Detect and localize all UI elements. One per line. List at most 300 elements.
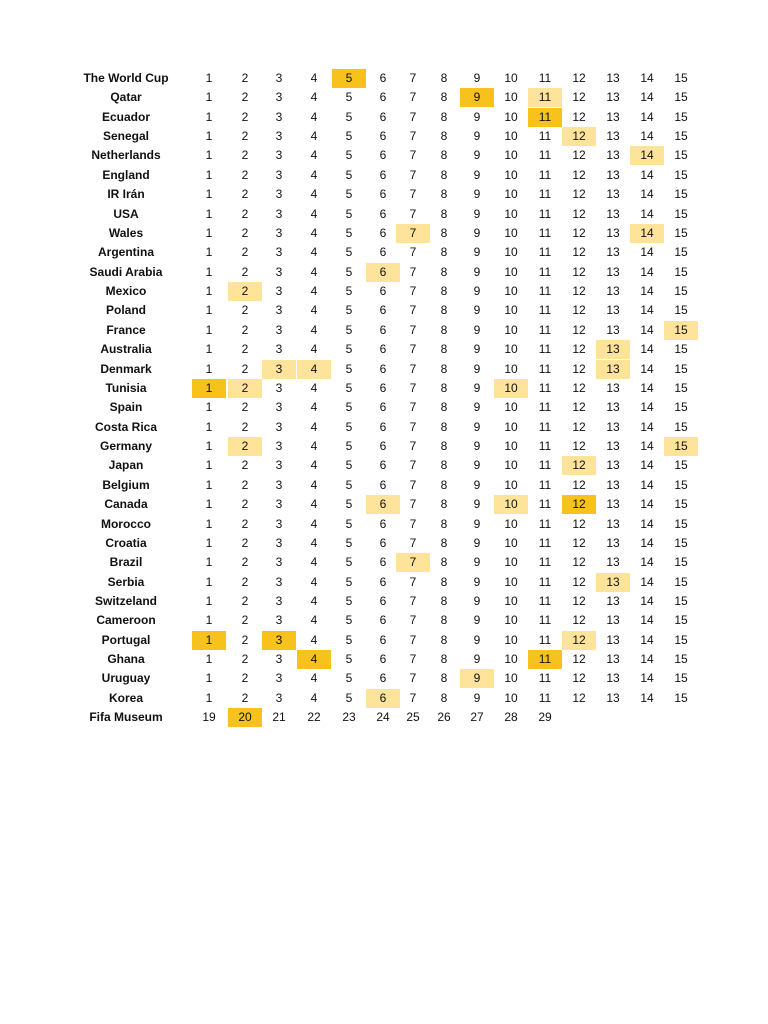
table-cell: 11 [538, 671, 552, 686]
table-cell: 12 [572, 264, 586, 279]
table-cell: 10 [504, 284, 518, 299]
table-cell: 4 [310, 671, 318, 686]
table-cell: 15 [674, 342, 688, 357]
table-cell: 3 [275, 516, 283, 531]
table-cell: 4 [310, 225, 318, 240]
highlighted-cell: 13 [596, 360, 630, 379]
table-cell: 10 [504, 148, 518, 163]
table-cell: 14 [640, 245, 654, 260]
table-cell: 10 [504, 652, 518, 667]
table-cell: 14 [640, 361, 654, 376]
table-cell: 2 [241, 71, 249, 85]
table-cell: 1 [205, 148, 213, 163]
table-cell: 11 [538, 574, 552, 589]
table-cell: 15 [674, 652, 688, 667]
table-cell: 11 [538, 400, 552, 415]
table-cell: 8 [440, 129, 448, 144]
table-cell: 9 [473, 187, 481, 202]
table-cell: 8 [440, 613, 448, 628]
table-cell: 6 [379, 439, 387, 454]
table-cell: 4 [310, 419, 318, 434]
table-cell: 4 [310, 109, 318, 124]
table-cell: 2 [241, 148, 249, 163]
table-cell: 10 [504, 477, 518, 492]
table-cell: 15 [674, 555, 688, 570]
table-cell: 13 [606, 322, 620, 337]
table-cell: 2 [241, 225, 249, 240]
table-cell: 15 [674, 303, 688, 318]
table-cell: 10 [504, 400, 518, 415]
table-cell: 14 [640, 574, 654, 589]
table-cell: 1 [205, 167, 213, 182]
table-cell: 1 [205, 535, 213, 550]
table-cell: 10 [504, 574, 518, 589]
table-cell: 6 [379, 187, 387, 202]
table-cell: 15 [674, 245, 688, 260]
table-cell: 6 [379, 380, 387, 395]
table-cell: 2 [241, 458, 249, 473]
table-cell: 12 [572, 303, 586, 318]
table-cell: 5 [345, 303, 353, 318]
table-row [0, 243, 768, 262]
table-cell: 11 [538, 458, 552, 473]
table-cell: 4 [310, 187, 318, 202]
table-cell: 11 [538, 303, 552, 318]
highlighted-cell: 11 [528, 108, 562, 127]
table-cell: 13 [606, 380, 620, 395]
table-cell: 12 [572, 322, 586, 337]
table-cell: 1 [205, 225, 213, 240]
highlighted-cell: 2 [228, 282, 262, 301]
table-row [0, 340, 768, 359]
table-cell: 14 [640, 303, 654, 318]
table-cell: 4 [310, 342, 318, 357]
row-label: England [102, 167, 150, 182]
table-cell: 7 [409, 671, 417, 686]
table-cell: 1 [205, 613, 213, 628]
table-cell: 12 [572, 516, 586, 531]
table-cell: 15 [674, 187, 688, 202]
highlighted-cell: 10 [494, 495, 528, 514]
table-cell: 5 [345, 516, 353, 531]
table-cell: 11 [538, 593, 552, 608]
table-cell: 3 [275, 90, 283, 105]
table-cell: 13 [606, 555, 620, 570]
row-label: Serbia [107, 574, 145, 589]
table-cell: 9 [473, 439, 481, 454]
table-row [0, 592, 768, 611]
table-cell: 3 [275, 690, 283, 705]
table-cell: 2 [241, 690, 249, 705]
table-cell: 3 [275, 225, 283, 240]
table-cell: 6 [379, 129, 387, 144]
table-cell: 1 [205, 497, 213, 512]
table-cell: 1 [205, 555, 213, 570]
table-row [0, 224, 768, 243]
table-row [0, 205, 768, 224]
table-cell: 7 [409, 129, 417, 144]
table-cell: 11 [538, 148, 552, 163]
table-cell: 8 [440, 303, 448, 318]
table-cell: 12 [572, 593, 586, 608]
table-cell: 7 [409, 516, 417, 531]
table-cell: 7 [409, 497, 417, 512]
table-cell: 7 [409, 264, 417, 279]
table-cell: 7 [409, 690, 417, 705]
table-cell: 6 [379, 477, 387, 492]
table-cell: 19 [202, 710, 216, 725]
table-cell: 15 [674, 671, 688, 686]
row-label: Wales [108, 225, 144, 240]
table-cell: 9 [473, 632, 481, 647]
highlighted-cell: 10 [494, 379, 528, 398]
table-cell: 14 [640, 380, 654, 395]
table-cell: 14 [640, 652, 654, 667]
table-cell: 9 [473, 109, 481, 124]
table-cell: 14 [640, 264, 654, 279]
table-row [0, 669, 768, 688]
table-cell: 7 [409, 652, 417, 667]
table-cell: 3 [275, 342, 283, 357]
table-cell: 15 [674, 400, 688, 415]
table-cell: 5 [345, 458, 353, 473]
table-cell: 12 [572, 671, 586, 686]
table-cell: 12 [572, 380, 586, 395]
table-cell: 5 [345, 148, 353, 163]
table-cell: 13 [606, 516, 620, 531]
table-cell: 13 [606, 458, 620, 473]
table-cell: 11 [538, 497, 552, 512]
table-cell: 2 [241, 129, 249, 144]
table-cell: 15 [674, 516, 688, 531]
highlighted-cell: 12 [562, 495, 596, 514]
table-cell: 11 [538, 187, 552, 202]
table-cell: 14 [640, 593, 654, 608]
table-cell: 8 [440, 419, 448, 434]
table-cell: 15 [674, 380, 688, 395]
table-cell: 5 [345, 574, 353, 589]
table-cell: 7 [409, 574, 417, 589]
table-cell: 6 [379, 671, 387, 686]
table-cell: 11 [538, 477, 552, 492]
table-row [0, 398, 768, 417]
table-cell: 6 [379, 284, 387, 299]
table-cell: 5 [345, 225, 353, 240]
table-cell: 11 [538, 264, 552, 279]
table-cell: 11 [538, 613, 552, 628]
table-row [0, 611, 768, 630]
table-cell: 3 [275, 206, 283, 221]
table-cell: 5 [345, 419, 353, 434]
table-cell: 12 [572, 225, 586, 240]
table-cell: 15 [674, 225, 688, 240]
table-cell: 5 [345, 129, 353, 144]
table-cell: 6 [379, 419, 387, 434]
table-cell: 13 [606, 245, 620, 260]
table-cell: 4 [310, 380, 318, 395]
table-cell: 4 [310, 245, 318, 260]
table-cell: 12 [572, 535, 586, 550]
table-row [0, 127, 768, 146]
table-cell: 1 [205, 206, 213, 221]
table-cell: 11 [538, 245, 552, 260]
table-cell: 14 [640, 439, 654, 454]
table-cell: 13 [606, 264, 620, 279]
row-label: Tunisia [105, 380, 147, 395]
table-cell: 9 [473, 555, 481, 570]
table-cell: 11 [538, 419, 552, 434]
table-cell: 7 [409, 439, 417, 454]
table-cell: 5 [345, 245, 353, 260]
table-row [0, 573, 768, 592]
table-cell: 1 [205, 439, 213, 454]
table-cell: 11 [538, 555, 552, 570]
table-cell: 7 [409, 477, 417, 492]
table-cell: 6 [379, 303, 387, 318]
table-row [0, 631, 768, 650]
table-cell: 3 [275, 129, 283, 144]
row-label: Japan [108, 458, 144, 473]
table-cell: 8 [440, 516, 448, 531]
table-cell: 3 [275, 555, 283, 570]
table-cell: 11 [538, 342, 552, 357]
table-cell: 27 [470, 710, 484, 725]
table-cell: 8 [440, 109, 448, 124]
table-cell: 15 [674, 613, 688, 628]
table-cell: 7 [409, 613, 417, 628]
table-cell: 9 [473, 574, 481, 589]
table-cell: 13 [606, 71, 620, 85]
table-cell: 4 [310, 574, 318, 589]
table-cell: 14 [640, 187, 654, 202]
table-cell: 3 [275, 322, 283, 337]
table-cell: 3 [275, 284, 283, 299]
table-cell: 15 [674, 284, 688, 299]
table-cell: 14 [640, 167, 654, 182]
table-cell: 5 [345, 284, 353, 299]
table-cell: 11 [538, 71, 552, 85]
table-row [0, 495, 768, 514]
table-row [0, 185, 768, 204]
table-cell: 15 [674, 109, 688, 124]
table-cell: 8 [440, 206, 448, 221]
table-cell: 5 [345, 555, 353, 570]
table-cell: 10 [504, 632, 518, 647]
table-cell: 5 [345, 439, 353, 454]
table-cell: 14 [640, 632, 654, 647]
highlighted-cell: 2 [228, 437, 262, 456]
table-cell: 4 [310, 535, 318, 550]
table-row [0, 146, 768, 165]
table-cell: 3 [275, 245, 283, 260]
table-cell: 7 [409, 535, 417, 550]
table-row [0, 534, 768, 553]
table-cell: 11 [538, 322, 552, 337]
table-cell: 3 [275, 400, 283, 415]
table-cell: 26 [437, 710, 451, 725]
table-cell: 10 [504, 303, 518, 318]
table-cell: 5 [345, 109, 353, 124]
table-cell: 8 [440, 264, 448, 279]
table-cell: 9 [473, 458, 481, 473]
table-cell: 15 [674, 574, 688, 589]
table-cell: 11 [538, 380, 552, 395]
table-cell: 2 [241, 574, 249, 589]
table-cell: 22 [307, 710, 321, 725]
table-cell: 4 [310, 555, 318, 570]
table-row [0, 379, 768, 398]
row-label: Cameroon [96, 613, 156, 628]
table-cell: 13 [606, 90, 620, 105]
table-cell: 14 [640, 458, 654, 473]
table-cell: 10 [504, 322, 518, 337]
table-cell: 3 [275, 109, 283, 124]
table-cell: 4 [310, 322, 318, 337]
table-cell: 6 [379, 245, 387, 260]
table-cell: 2 [241, 361, 249, 376]
table-cell: 12 [572, 109, 586, 124]
table-cell: 8 [440, 71, 448, 85]
highlighted-cell: 1 [192, 379, 226, 398]
table-cell: 24 [376, 710, 390, 725]
table-cell: 3 [275, 593, 283, 608]
table-cell: 5 [345, 497, 353, 512]
table-cell: 6 [379, 225, 387, 240]
table-cell: 15 [674, 129, 688, 144]
table-cell: 10 [504, 264, 518, 279]
row-label: Ghana [107, 652, 145, 667]
table-cell: 11 [538, 516, 552, 531]
table-cell: 1 [205, 245, 213, 260]
table-cell: 9 [473, 206, 481, 221]
highlighted-cell: 13 [596, 340, 630, 359]
row-label: Switzeland [94, 593, 157, 608]
table-cell: 2 [241, 342, 249, 357]
table-cell: 2 [241, 652, 249, 667]
table-cell: 4 [310, 477, 318, 492]
row-label: Mexico [105, 284, 147, 299]
table-cell: 13 [606, 129, 620, 144]
table-cell: 9 [473, 284, 481, 299]
table-cell: 1 [205, 90, 213, 105]
table-cell: 10 [504, 109, 518, 124]
table-cell: 2 [241, 264, 249, 279]
table-cell: 9 [473, 264, 481, 279]
table-cell: 11 [538, 206, 552, 221]
table-cell: 1 [205, 458, 213, 473]
highlighted-cell: 14 [630, 224, 664, 243]
table-cell: 2 [241, 613, 249, 628]
table-cell: 4 [310, 593, 318, 608]
table-cell: 13 [606, 439, 620, 454]
row-label: Poland [105, 303, 146, 318]
table-cell: 14 [640, 497, 654, 512]
table-cell: 9 [473, 303, 481, 318]
highlighted-cell: 1 [192, 631, 226, 650]
table-cell: 2 [241, 535, 249, 550]
row-label: IR Irán [107, 187, 145, 202]
table-cell: 7 [409, 342, 417, 357]
highlighted-cell: 9 [460, 88, 494, 107]
table-cell: 2 [241, 303, 249, 318]
row-label: The World Cup [83, 71, 169, 85]
table-cell: 8 [440, 439, 448, 454]
table-cell: 14 [640, 71, 654, 85]
table-cell: 12 [572, 342, 586, 357]
table-cell: 8 [440, 632, 448, 647]
table-cell: 13 [606, 652, 620, 667]
table-cell: 4 [310, 284, 318, 299]
table-cell: 6 [379, 593, 387, 608]
table-row [0, 108, 768, 127]
table-cell: 7 [409, 71, 417, 85]
row-label: Morocco [100, 516, 151, 531]
table-cell: 15 [674, 264, 688, 279]
row-label: Ecuador [101, 109, 150, 124]
table-cell: 10 [504, 671, 518, 686]
highlighted-cell: 15 [664, 437, 698, 456]
table-cell: 2 [241, 671, 249, 686]
table-cell: 6 [379, 361, 387, 376]
table-cell: 2 [241, 90, 249, 105]
table-cell: 12 [572, 361, 586, 376]
table-cell: 1 [205, 400, 213, 415]
highlighted-cell: 9 [460, 669, 494, 688]
table-cell: 1 [205, 671, 213, 686]
table-cell: 5 [345, 187, 353, 202]
table-cell: 6 [379, 458, 387, 473]
table-cell: 3 [275, 477, 283, 492]
table-cell: 1 [205, 477, 213, 492]
table-cell: 9 [473, 535, 481, 550]
table-cell: 6 [379, 206, 387, 221]
table-cell: 12 [572, 167, 586, 182]
row-label: Senegal [102, 129, 150, 144]
table-cell: 14 [640, 613, 654, 628]
table-cell: 10 [504, 593, 518, 608]
table-cell: 4 [310, 148, 318, 163]
table-cell: 5 [345, 322, 353, 337]
table-cell: 8 [440, 652, 448, 667]
table-cell: 1 [205, 361, 213, 376]
table-cell: 9 [473, 613, 481, 628]
table-cell: 7 [409, 303, 417, 318]
table-cell: 2 [241, 245, 249, 260]
table-cell: 13 [606, 671, 620, 686]
highlighted-cell: 13 [596, 573, 630, 592]
table-cell: 2 [241, 555, 249, 570]
table-cell: 3 [275, 439, 283, 454]
table-cell: 3 [275, 458, 283, 473]
table-cell: 10 [504, 439, 518, 454]
row-label: France [106, 322, 146, 337]
table-cell: 10 [504, 555, 518, 570]
table-cell: 13 [606, 690, 620, 705]
row-label: USA [113, 206, 139, 221]
table-cell: 3 [275, 380, 283, 395]
table-cell: 1 [205, 419, 213, 434]
table-cell: 9 [473, 652, 481, 667]
table-cell: 5 [345, 535, 353, 550]
table-row [0, 689, 768, 708]
table-cell: 7 [409, 284, 417, 299]
table-cell: 10 [504, 458, 518, 473]
table-cell: 9 [473, 380, 481, 395]
highlighted-cell: 2 [228, 379, 262, 398]
table-cell: 6 [379, 400, 387, 415]
table-cell: 7 [409, 206, 417, 221]
table-cell: 23 [342, 710, 356, 725]
